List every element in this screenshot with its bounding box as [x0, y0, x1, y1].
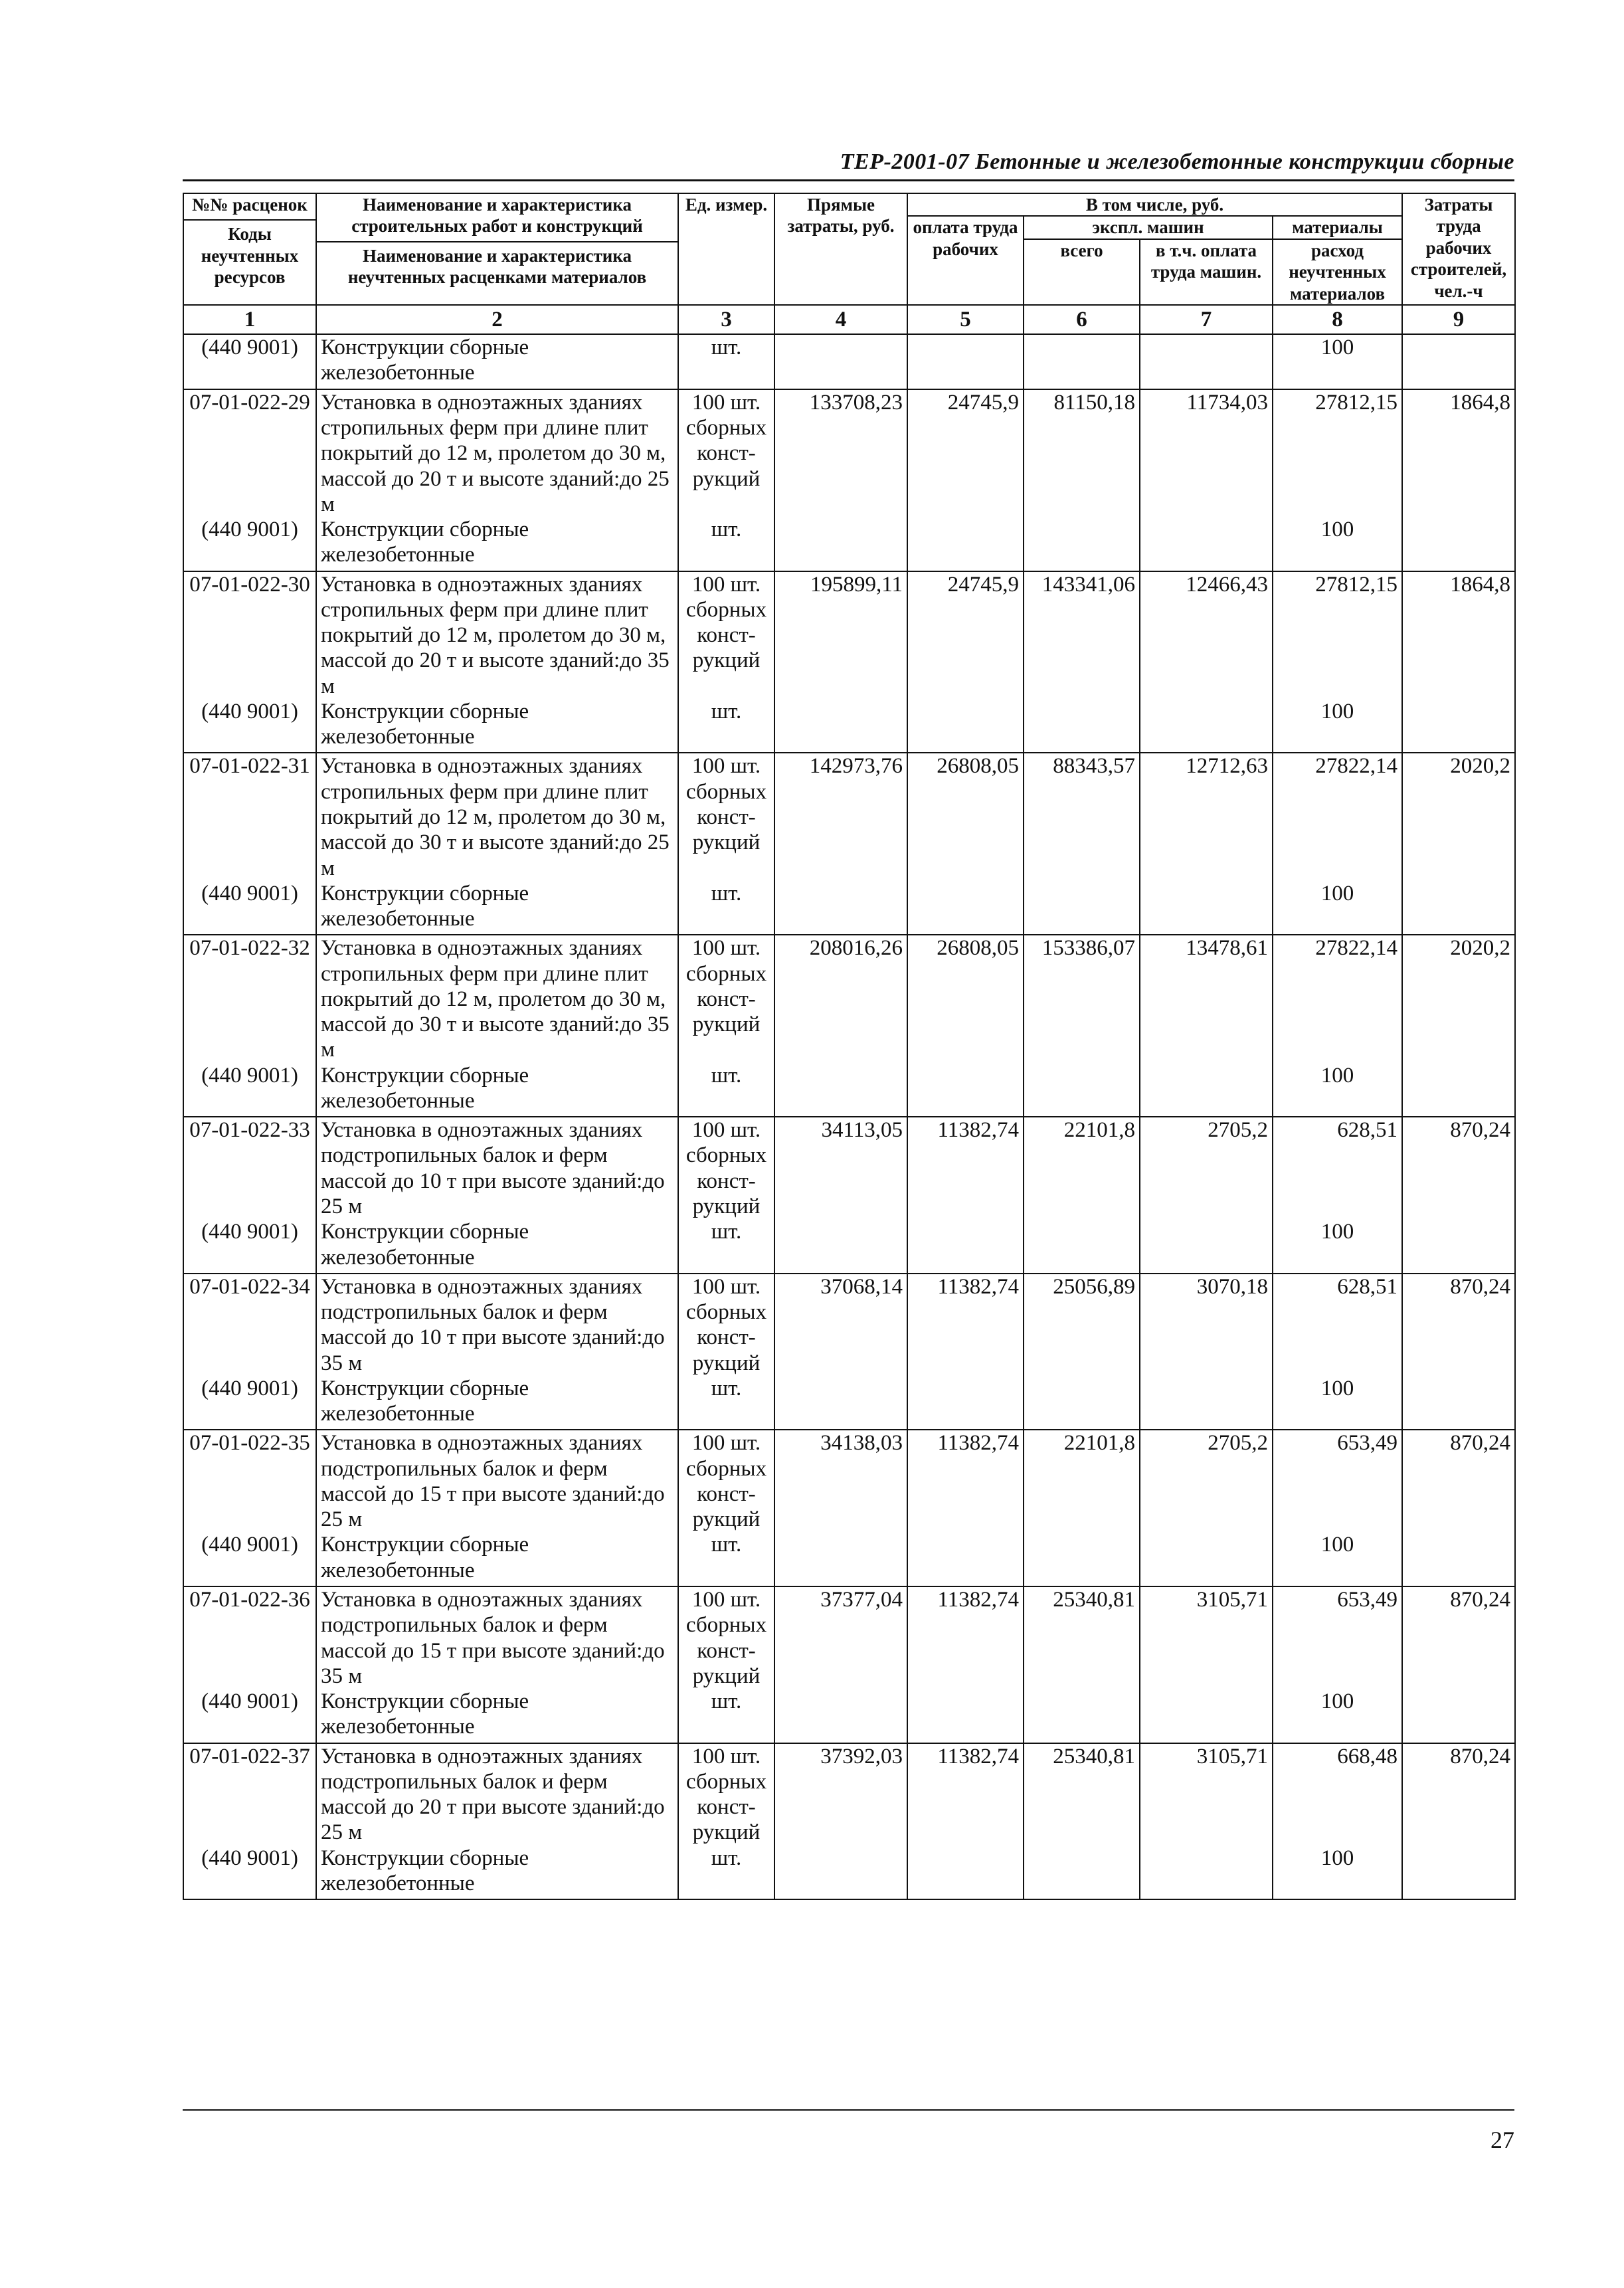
resource-qty: 100 — [1273, 1846, 1402, 1900]
labor-hours: 870,24 — [1402, 1743, 1515, 1846]
col-resource-code-title: Коды неучтенных ресурсов — [184, 219, 316, 288]
direct-cost: 37377,04 — [774, 1586, 907, 1689]
col-mach-total-header: всего — [1024, 239, 1140, 305]
rate-desc: Установка в одноэтажных зданиях стропильных ферм при длине плит покрытий до 12 м, пролетом до 30 м, массой до 30 т и высоте зданий:до 25 м — [316, 753, 678, 880]
column-number: 5 — [907, 305, 1024, 334]
resource-qty: 100 — [1273, 1219, 1402, 1274]
resource-row — [183, 1689, 1515, 1743]
table-body — [183, 334, 1515, 1899]
direct-cost: 34113,05 — [774, 1117, 907, 1219]
price-table — [183, 193, 1516, 1900]
resource-row — [183, 1532, 1515, 1586]
direct-cost: 208016,26 — [774, 935, 907, 1062]
resource-row — [183, 1846, 1515, 1900]
machine-cost-total: 81150,18 — [1024, 389, 1140, 517]
resource-qty: 100 — [1273, 1376, 1402, 1430]
resource-row — [183, 334, 1515, 389]
resource-row — [183, 1063, 1515, 1117]
labor-hours: 2020,2 — [1402, 935, 1515, 1062]
rate-unit: 100 шт. сборных конст-рукций — [678, 389, 774, 517]
resource-code: (440 9001) — [183, 1063, 316, 1117]
resource-qty: 100 — [1273, 699, 1402, 753]
machine-labor-cost: 2705,2 — [1140, 1117, 1273, 1219]
column-number: 2 — [316, 305, 678, 334]
resource-code: (440 9001) — [183, 1846, 316, 1900]
labor-cost: 11382,74 — [907, 1743, 1024, 1846]
col-code-title: №№ расценок — [192, 195, 308, 215]
resource-qty: 100 — [1273, 1689, 1402, 1743]
resource-unit: шт. — [678, 1376, 774, 1430]
resource-code: (440 9001) — [183, 881, 316, 935]
resource-desc: Конструкции сборные железобетонные — [316, 517, 678, 571]
resource-desc: Конструкции сборные железобетонные — [316, 1063, 678, 1117]
rate-code: 07-01-022-35 — [183, 1430, 316, 1532]
rate-desc: Установка в одноэтажных зданиях подстропильных балок и ферм массой до 15 т при высоте зданий:до 35 м — [316, 1586, 678, 1689]
rate-code: 07-01-022-31 — [183, 753, 316, 880]
rate-row — [183, 389, 1515, 517]
machine-cost-total: 25340,81 — [1024, 1743, 1140, 1846]
rate-desc: Установка в одноэтажных зданиях стропильных ферм при длине плит покрытий до 12 м, пролетом до 30 м, массой до 20 т и высоте зданий:до 35 м — [316, 571, 678, 699]
rate-unit: 100 шт. сборных конст-рукций — [678, 1117, 774, 1219]
rate-desc: Установка в одноэтажных зданиях подстропильных балок и ферм массой до 10 т при высоте зданий:до 35 м — [316, 1274, 678, 1376]
resource-unit: шт. — [678, 1219, 774, 1274]
machine-cost-total: 25340,81 — [1024, 1586, 1140, 1689]
column-number: 7 — [1140, 305, 1273, 334]
rate-desc: Установка в одноэтажных зданиях подстропильных балок и ферм массой до 15 т при высоте зданий:до 25 м — [316, 1430, 678, 1532]
labor-hours: 870,24 — [1402, 1274, 1515, 1376]
direct-cost: 133708,23 — [774, 389, 907, 517]
machine-labor-cost: 3105,71 — [1140, 1586, 1273, 1689]
labor-hours: 1864,8 — [1402, 571, 1515, 699]
machine-cost-total: 153386,07 — [1024, 935, 1140, 1062]
rate-row — [183, 1274, 1515, 1376]
resource-desc: Конструкции сборные железобетонные — [316, 881, 678, 935]
rate-unit: 100 шт. сборных конст-рукций — [678, 1430, 774, 1532]
rate-code: 07-01-022-29 — [183, 389, 316, 517]
col-code-header — [183, 193, 316, 305]
column-number: 4 — [774, 305, 907, 334]
col-materials-header: материалы — [1273, 216, 1402, 238]
column-number-row — [183, 305, 1515, 334]
resource-row — [183, 517, 1515, 571]
col-machines-header: экспл. машин — [1024, 216, 1273, 238]
resource-desc: Конструкции сборные железобетонные — [316, 1219, 678, 1274]
materials-cost: 628,51 — [1273, 1117, 1402, 1219]
materials-cost: 668,48 — [1273, 1743, 1402, 1846]
rate-desc: Установка в одноэтажных зданиях стропильных ферм при длине плит покрытий до 12 м, пролетом до 30 м, массой до 20 т и высоте зданий:до 25 м — [316, 389, 678, 517]
labor-hours: 870,24 — [1402, 1117, 1515, 1219]
table-header — [183, 193, 1515, 334]
resource-desc: Конструкции сборные железобетонные — [316, 1846, 678, 1900]
rate-unit: 100 шт. сборных конст-рукций — [678, 935, 774, 1062]
machine-labor-cost: 11734,03 — [1140, 389, 1273, 517]
resource-row — [183, 699, 1515, 753]
direct-cost: 34138,03 — [774, 1430, 907, 1532]
labor-cost: 24745,9 — [907, 571, 1024, 699]
resource-code: (440 9001) — [183, 1376, 316, 1430]
resource-unit: шт. — [678, 1063, 774, 1117]
labor-hours: 870,24 — [1402, 1586, 1515, 1689]
machine-cost-total: 88343,57 — [1024, 753, 1140, 880]
labor-cost: 11382,74 — [907, 1430, 1024, 1532]
labor-cost: 11382,74 — [907, 1117, 1024, 1219]
footer-divider — [183, 2109, 1514, 2111]
resource-desc: Конструкции сборные железобетонные — [316, 1532, 678, 1586]
page-number: 27 — [1490, 2127, 1514, 2153]
machine-labor-cost: 3105,71 — [1140, 1743, 1273, 1846]
rate-code: 07-01-022-36 — [183, 1586, 316, 1689]
direct-cost: 195899,11 — [774, 571, 907, 699]
resource-row — [183, 1376, 1515, 1430]
rate-unit: 100 шт. сборных конст-рукций — [678, 1743, 774, 1846]
resource-row — [183, 881, 1515, 935]
resource-desc: Конструкции сборные железобетонные — [316, 334, 678, 389]
resource-desc: Конструкции сборные железобетонные — [316, 1376, 678, 1430]
rate-row — [183, 571, 1515, 699]
machine-cost-total: 22101,8 — [1024, 1117, 1140, 1219]
resource-unit: шт. — [678, 1532, 774, 1586]
rate-code: 07-01-022-30 — [183, 571, 316, 699]
resource-desc: Конструкции сборные железобетонные — [316, 699, 678, 753]
resource-qty: 100 — [1273, 334, 1402, 389]
labor-cost: 26808,05 — [907, 753, 1024, 880]
resource-code: (440 9001) — [183, 517, 316, 571]
rate-row — [183, 935, 1515, 1062]
rate-desc: Установка в одноэтажных зданиях подстропильных балок и ферм массой до 10 т при высоте зданий:до 25 м — [316, 1117, 678, 1219]
materials-cost: 27822,14 — [1273, 753, 1402, 880]
rate-unit: 100 шт. сборных конст-рукций — [678, 1586, 774, 1689]
machine-cost-total: 143341,06 — [1024, 571, 1140, 699]
materials-cost: 27812,15 — [1273, 571, 1402, 699]
col-unit-header: Ед. измер. — [678, 193, 774, 305]
labor-cost: 26808,05 — [907, 935, 1024, 1062]
rate-code: 07-01-022-32 — [183, 935, 316, 1062]
resource-qty: 100 — [1273, 1063, 1402, 1117]
resource-code: (440 9001) — [183, 1219, 316, 1274]
column-number: 6 — [1024, 305, 1140, 334]
rate-unit: 100 шт. сборных конст-рукций — [678, 1274, 774, 1376]
header-divider — [183, 179, 1514, 181]
page-header-title: ТЕР-2001-07 Бетонные и железобетонные конструкции сборные — [840, 149, 1514, 174]
resource-code: (440 9001) — [183, 334, 316, 389]
col-labor-header: оплата труда рабочих — [907, 216, 1024, 305]
rate-code: 07-01-022-34 — [183, 1274, 316, 1376]
rate-row — [183, 1117, 1515, 1219]
rate-row — [183, 1586, 1515, 1689]
rate-desc: Установка в одноэтажных зданиях подстропильных балок и ферм массой до 20 т при высоте зданий:до 25 м — [316, 1743, 678, 1846]
resource-unit: шт. — [678, 1846, 774, 1900]
resource-code: (440 9001) — [183, 699, 316, 753]
col-desc-title: Наименование и характеристика строительных работ и конструкций — [351, 195, 643, 237]
resource-unit: шт. — [678, 699, 774, 753]
rate-code: 07-01-022-37 — [183, 1743, 316, 1846]
machine-labor-cost: 3070,18 — [1140, 1274, 1273, 1376]
direct-cost: 37068,14 — [774, 1274, 907, 1376]
col-hours-header: Затраты труда рабочих строителей, чел.-ч — [1402, 193, 1515, 305]
labor-cost: 11382,74 — [907, 1586, 1024, 1689]
resource-row — [183, 1219, 1515, 1274]
labor-hours: 1864,8 — [1402, 389, 1515, 517]
col-direct-header: Прямые затраты, руб. — [774, 193, 907, 305]
resource-unit: шт. — [678, 881, 774, 935]
column-number: 8 — [1273, 305, 1402, 334]
materials-cost: 27822,14 — [1273, 935, 1402, 1062]
resource-code: (440 9001) — [183, 1689, 316, 1743]
rate-row — [183, 753, 1515, 880]
labor-cost: 24745,9 — [907, 389, 1024, 517]
machine-cost-total: 25056,89 — [1024, 1274, 1140, 1376]
column-number: 9 — [1402, 305, 1515, 334]
resource-unit: шт. — [678, 517, 774, 571]
materials-cost: 653,49 — [1273, 1586, 1402, 1689]
machine-labor-cost: 12466,43 — [1140, 571, 1273, 699]
rate-code: 07-01-022-33 — [183, 1117, 316, 1219]
direct-cost: 37392,03 — [774, 1743, 907, 1846]
col-desc-header — [316, 193, 678, 305]
machine-labor-cost: 13478,61 — [1140, 935, 1273, 1062]
materials-cost: 27812,15 — [1273, 389, 1402, 517]
resource-qty: 100 — [1273, 881, 1402, 935]
rate-row — [183, 1430, 1515, 1532]
rate-unit: 100 шт. сборных конст-рукций — [678, 753, 774, 880]
materials-cost: 653,49 — [1273, 1430, 1402, 1532]
col-mach-labor-header: в т.ч. оплата труда машин. — [1140, 239, 1273, 305]
column-number: 1 — [183, 305, 316, 334]
resource-desc: Конструкции сборные железобетонные — [316, 1689, 678, 1743]
rate-unit: 100 шт. сборных конст-рукций — [678, 571, 774, 699]
machine-labor-cost: 2705,2 — [1140, 1430, 1273, 1532]
materials-cost: 628,51 — [1273, 1274, 1402, 1376]
machine-labor-cost: 12712,63 — [1140, 753, 1273, 880]
resource-qty: 100 — [1273, 1532, 1402, 1586]
resource-qty: 100 — [1273, 517, 1402, 571]
rate-row — [183, 1743, 1515, 1846]
resource-unit: шт. — [678, 1689, 774, 1743]
labor-hours: 870,24 — [1402, 1430, 1515, 1532]
rate-desc: Установка в одноэтажных зданиях стропильных ферм при длине плит покрытий до 12 м, пролетом до 30 м, массой до 30 т и высоте зданий:до 35 м — [316, 935, 678, 1062]
resource-unit: шт. — [678, 334, 774, 389]
labor-hours: 2020,2 — [1402, 753, 1515, 880]
labor-cost: 11382,74 — [907, 1274, 1024, 1376]
machine-cost-total: 22101,8 — [1024, 1430, 1140, 1532]
col-mat-usage-header: расход неучтенных материалов — [1273, 239, 1402, 305]
col-material-desc-title: Наименование и характеристика неучтенных расценками материалов — [317, 241, 677, 288]
direct-cost: 142973,76 — [774, 753, 907, 880]
column-number: 3 — [678, 305, 774, 334]
resource-code: (440 9001) — [183, 1532, 316, 1586]
col-group-header: В том числе, руб. — [907, 193, 1402, 216]
